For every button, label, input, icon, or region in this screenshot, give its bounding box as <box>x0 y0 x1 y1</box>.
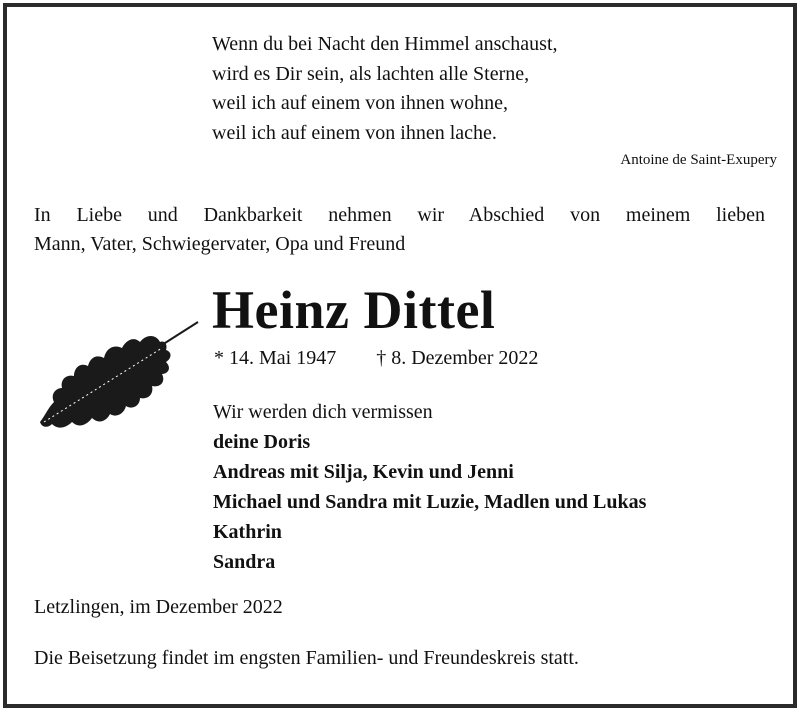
mourner-name: deine Doris <box>213 431 311 453</box>
intro-text <box>34 201 765 259</box>
poem-line: Wenn du bei Nacht den Himmel anschaust, <box>212 33 558 55</box>
mourner-name: Kathrin <box>213 521 282 543</box>
life-dates <box>214 347 538 370</box>
birth-date: * 14. Mai 1947 <box>214 347 337 369</box>
poem <box>212 30 558 148</box>
oak-leaf-icon <box>36 318 206 433</box>
poem-line: weil ich auf einem von ihnen lache. <box>212 121 497 144</box>
place-date: Letzlingen, im Dezember 2022 <box>34 596 283 618</box>
deceased-name: Heinz Dittel <box>212 280 496 340</box>
poem-line: weil ich auf einem von ihnen wohne, <box>212 92 509 114</box>
mourner-name: Andreas mit Silja, Kevin und Jenni <box>213 461 514 483</box>
intro-line: Mann, Vater, Schwiegervater, Opa und Freund <box>34 233 406 255</box>
intro-line: In Liebe und Dankbarkeit nehmen wir Abschied von meinem lieben <box>34 204 765 226</box>
mourner-name: Sandra <box>213 551 276 573</box>
poem-line: wird es Dir sein, als lachten alle Sterne, <box>212 62 530 85</box>
leaf-blade <box>40 336 171 428</box>
mourners-heading: Wir werden dich vermissen <box>213 401 433 423</box>
mourner-name: Michael und Sandra mit Luzie, Madlen und Lukas <box>213 491 647 513</box>
poem-author: Antoine de Saint-Exupery <box>620 152 777 168</box>
mourners <box>213 397 646 577</box>
burial-note: Die Beisetzung findet im engsten Familien- und Freundeskreis statt. <box>34 647 579 669</box>
death-date: † 8. Dezember 2022 <box>376 347 539 369</box>
